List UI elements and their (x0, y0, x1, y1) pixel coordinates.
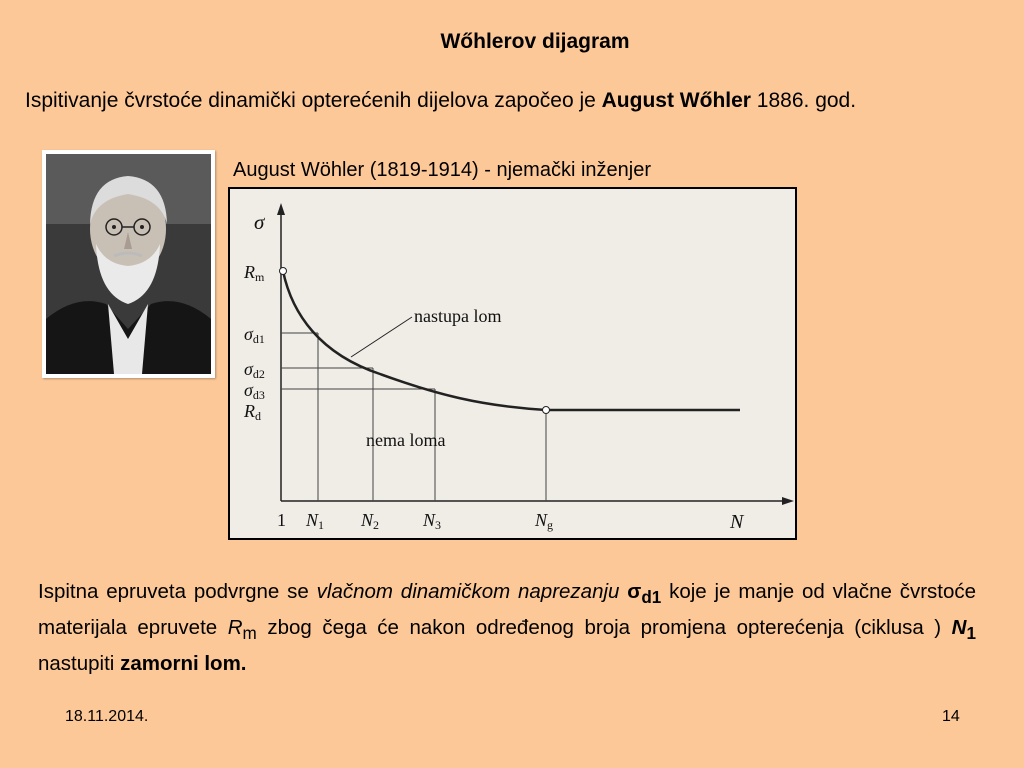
portrait-illustration (46, 154, 211, 374)
body-r-sub: m (242, 624, 257, 644)
slide-date: 18.11.2014. (65, 708, 149, 725)
slide-title: Wőhlerov dijagram (440, 30, 630, 53)
intro-text-end: 1886. god. (750, 89, 857, 112)
ng-point (543, 407, 550, 414)
x-axis-arrow (782, 497, 794, 505)
x-label-one: 1 (277, 510, 286, 530)
x-axis-label: N (730, 511, 744, 533)
rm-label: Rm (244, 262, 265, 284)
body-part-4: nastupiti (38, 652, 121, 676)
body-part-3: zbog čega će nakon određenog broja promjena opterećenja (ciklusa ) (256, 616, 952, 640)
body-n-symbol: $N_1$ (951, 616, 976, 644)
body-r-symbol: R (227, 616, 243, 640)
rm-point (280, 268, 287, 275)
wohler-diagram (228, 187, 797, 540)
body-part-2: koje je manje od vlačne čvrstoće materijala epruvete (38, 580, 977, 640)
annotation-fracture: nastupa lom (414, 306, 502, 326)
slide-page-number: 14 (942, 708, 960, 725)
body-part-1: Ispitna epruveta podvrgne se (38, 580, 317, 603)
n2-label: N2 (361, 510, 380, 532)
ng-label: Ng (535, 510, 554, 532)
annotation-pointer (351, 317, 412, 357)
intro-text-start: Ispitivanje čvrstoće dinamički opterećenih dijelova započeo je (25, 89, 602, 112)
annotation-no-fracture: nema loma (366, 430, 446, 450)
y-axis-arrow (277, 203, 285, 215)
intro-name: August Wőhler (601, 89, 751, 112)
body-italic-phrase: vlačnom dinamičkom naprezanju (316, 580, 620, 603)
body-bold-end: zamorni lom. (120, 652, 247, 676)
n3-label: N3 (423, 510, 442, 532)
sd3-label: σd3 (244, 380, 265, 402)
n1-label: N1 (306, 510, 325, 532)
body-paragraph (38, 577, 976, 679)
wohler-portrait (42, 150, 215, 378)
sd1-label: σd1 (244, 324, 265, 346)
y-axis-label: σ (254, 210, 265, 234)
portrait-caption: August Wöhler (1819-1914) - njemački inženjer (233, 159, 651, 181)
sd2-label: σd2 (244, 359, 265, 381)
intro-paragraph (25, 85, 995, 116)
wohler-curve-diagram (230, 189, 795, 538)
rd-label: Rd (244, 401, 261, 423)
body-sigma: $\sigma_{d1}$ (627, 580, 662, 608)
